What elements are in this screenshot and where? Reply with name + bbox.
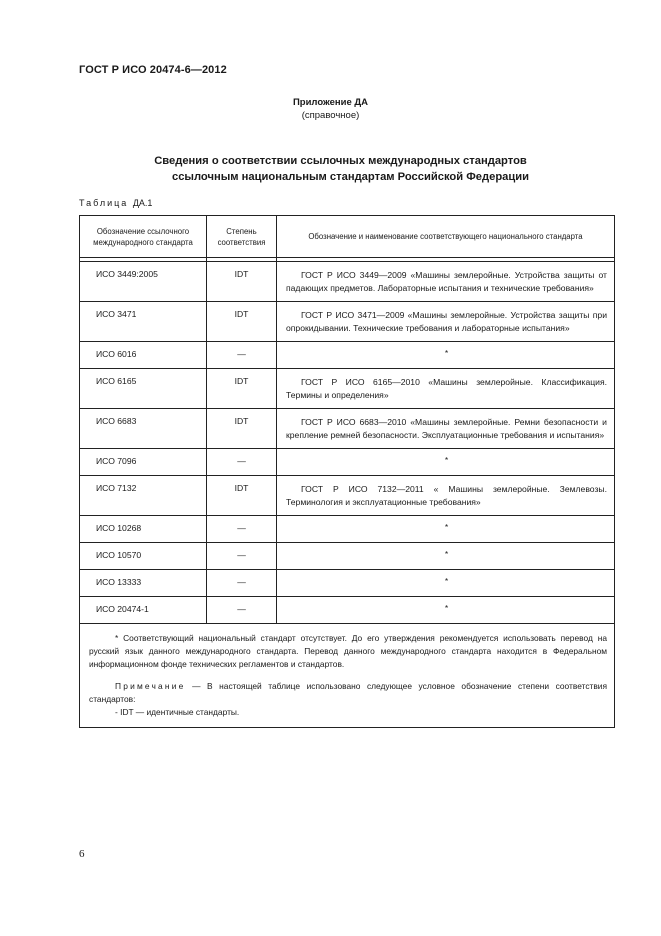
degree-cell: IDT — [207, 369, 277, 409]
annex-subtitle: (справочное) — [301, 110, 360, 121]
table-row — [80, 516, 615, 543]
table-row — [80, 543, 615, 570]
national-standard-cell — [277, 369, 615, 409]
annex-title: Приложение ДА — [292, 97, 369, 108]
degree-cell: — — [207, 597, 277, 624]
national-standard-cell: * — [277, 570, 615, 597]
section-heading-line-2: ссылочным национальным стандартам Российской Федерации — [171, 171, 530, 183]
note-label: Примечание — [115, 681, 186, 691]
table-row — [80, 449, 615, 476]
table-body — [80, 262, 615, 624]
national-standard-cell: * — [277, 342, 615, 369]
intl-standard-cell: ИСО 20474-1 — [80, 597, 207, 624]
national-standard-cell: * — [277, 597, 615, 624]
document-code: ГОСТ Р ИСО 20474-6—2012 — [79, 64, 227, 76]
national-standard-text: ГОСТ Р ИСО 6165—2010 «Машины землеройные. Классификация. Термины и определения» — [286, 377, 607, 400]
table-row — [80, 302, 615, 342]
national-standard-cell: * — [277, 449, 615, 476]
table-label-number: ДА.1 — [132, 198, 153, 208]
table-row — [80, 262, 615, 302]
table-row — [80, 476, 615, 516]
section-heading-line-1: Сведения о соответствии ссылочных международных стандартов — [154, 155, 527, 167]
correspondence-table — [79, 215, 615, 728]
intl-standard-cell: ИСО 3471 — [80, 302, 207, 342]
national-standard-cell — [277, 476, 615, 516]
note — [89, 680, 607, 706]
degree-cell: IDT — [207, 262, 277, 302]
table-row — [80, 409, 615, 449]
degree-cell: — — [207, 570, 277, 597]
intl-standard-cell: ИСО 13333 — [80, 570, 207, 597]
national-standard-text: ГОСТ Р ИСО 7132—2011 « Машины землеройные. Землевозы. Терминология и эксплуатационные требования» — [286, 484, 607, 507]
intl-standard-cell: ИСО 6016 — [80, 342, 207, 369]
degree-cell: — — [207, 449, 277, 476]
table-row — [80, 597, 615, 624]
table-row — [80, 369, 615, 409]
footnote-text: * Соответствующий национальный стандарт отсутствует. До его утверждения рекомендуется использовать перевод на русский язык данного международного стандарта. Перевод данного международного стандарта находится в Федеральном информационном фонде технических регламентов и стандартов. — [89, 633, 607, 669]
national-standard-cell: * — [277, 516, 615, 543]
note-text: — В настоящей таблице использовано следующее условное обозначение степени соответствия стандартов: — [89, 681, 608, 704]
intl-standard-cell: ИСО 7132 — [80, 476, 207, 516]
table-row — [80, 570, 615, 597]
national-standard-cell: * — [277, 543, 615, 570]
degree-cell: — — [207, 342, 277, 369]
table-row — [80, 342, 615, 369]
national-standard-text: ГОСТ Р ИСО 6683—2010 «Машины землеройные. Ремни безопасности и крепление ремней безопасности. Эксплуатационные требования и испытания» — [286, 417, 607, 440]
page-number: 6 — [79, 848, 85, 860]
degree-cell: IDT — [207, 476, 277, 516]
national-standard-cell — [277, 302, 615, 342]
degree-cell: IDT — [207, 302, 277, 342]
national-standard-text: ГОСТ Р ИСО 3471—2009 «Машины землеройные. Устройства защиты при опрокидывании. Технические требования и лабораторные испытания» — [286, 310, 607, 333]
intl-standard-cell: ИСО 10268 — [80, 516, 207, 543]
table-label-word: Таблица — [79, 198, 129, 208]
degree-cell: — — [207, 543, 277, 570]
column-header-intl: Обозначение ссылочного международного стандарта — [80, 216, 207, 258]
note-item: - IDT — идентичные стандарты. — [115, 707, 240, 717]
intl-standard-cell: ИСО 7096 — [80, 449, 207, 476]
notes-cell — [80, 624, 615, 728]
national-standard-text: ГОСТ Р ИСО 3449—2009 «Машины землеройные. Устройства защиты от падающих предметов. Лабораторные испытания и технические требования» — [286, 270, 607, 293]
table-label — [79, 198, 152, 208]
national-standard-cell — [277, 409, 615, 449]
footnote — [89, 632, 607, 671]
national-standard-cell — [277, 262, 615, 302]
intl-standard-cell: ИСО 6683 — [80, 409, 207, 449]
intl-standard-cell: ИСО 10570 — [80, 543, 207, 570]
intl-standard-cell: ИСО 6165 — [80, 369, 207, 409]
degree-cell: — — [207, 516, 277, 543]
table-header-row — [80, 216, 615, 258]
column-header-national: Обозначение и наименование соответствующего национального стандарта — [277, 216, 615, 258]
notes-row — [80, 624, 615, 728]
column-header-degree: Степень соответствия — [207, 216, 277, 258]
intl-standard-cell: ИСО 3449:2005 — [80, 262, 207, 302]
degree-cell: IDT — [207, 409, 277, 449]
